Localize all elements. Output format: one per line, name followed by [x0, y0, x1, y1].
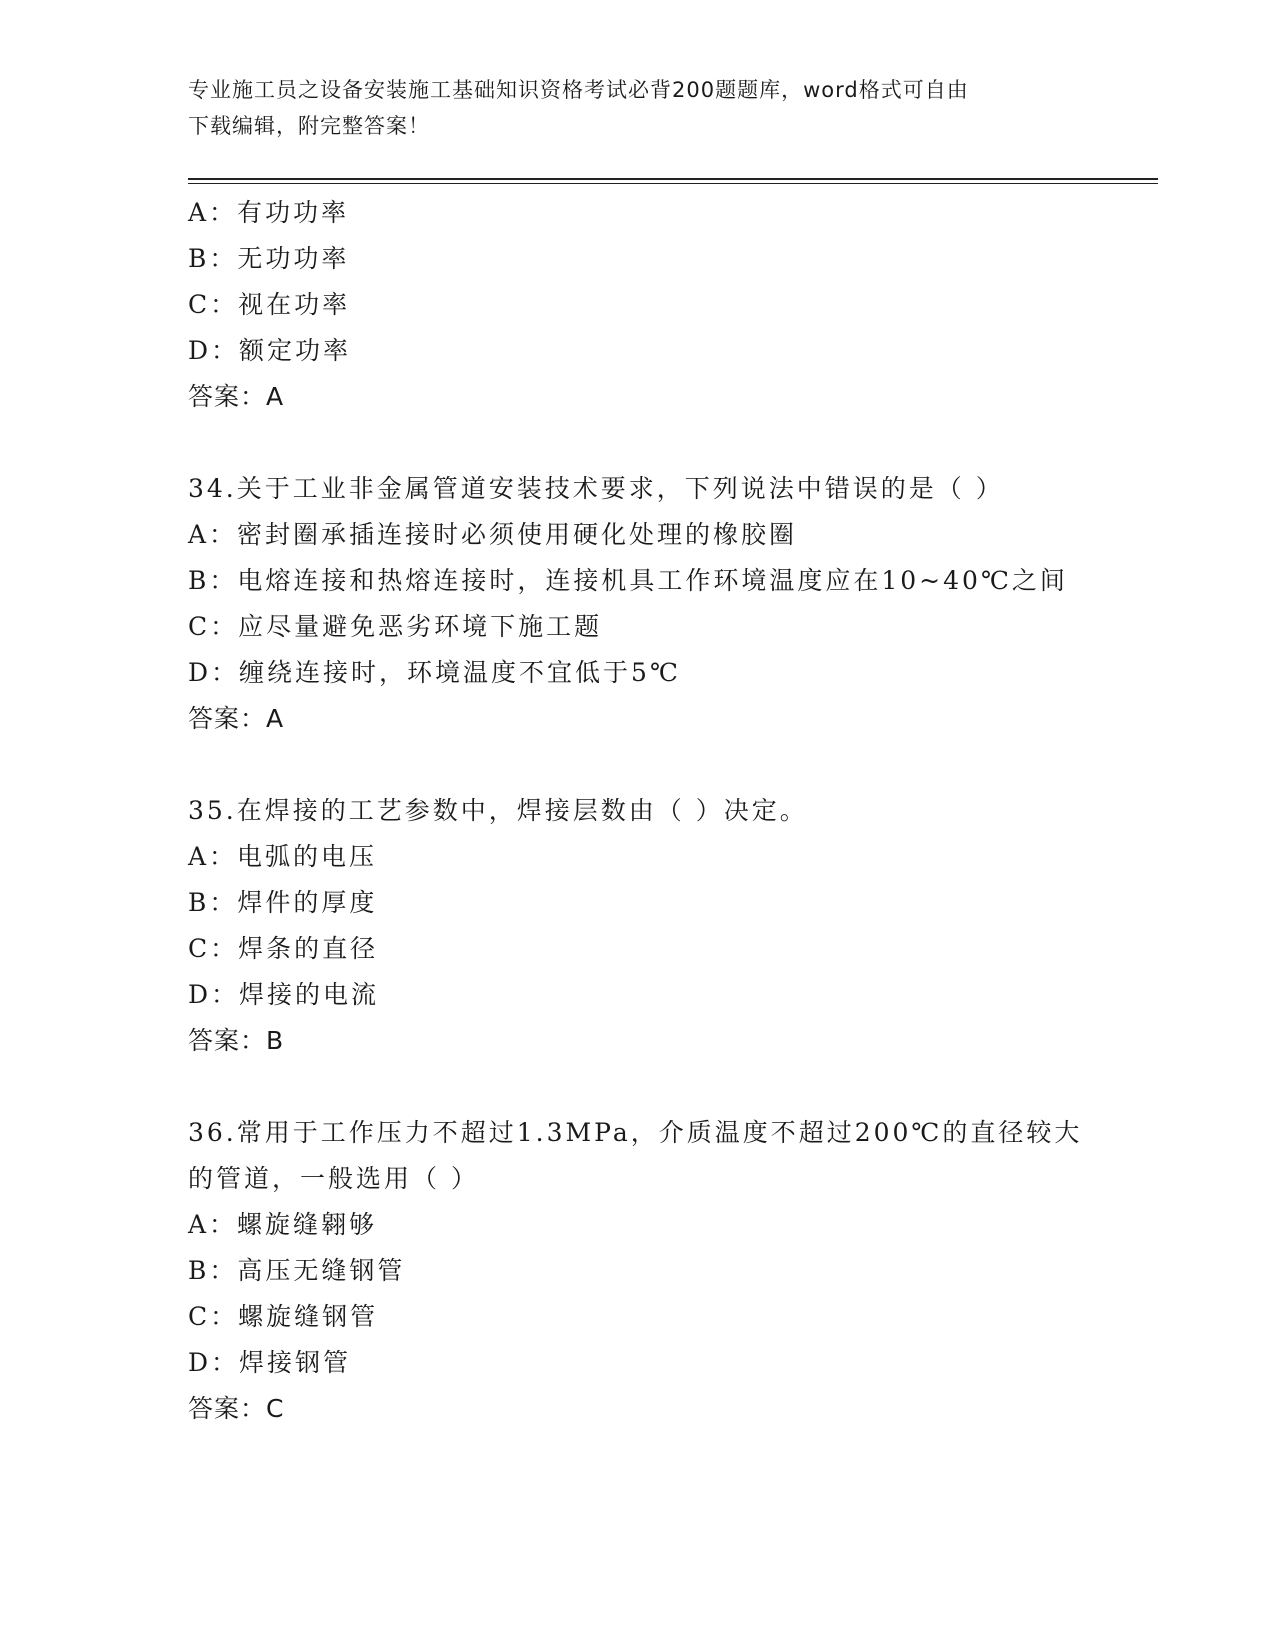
question-text-line-1: 36.常用于工作压力不超过1.3MPa，介质温度不超过200℃的直径较大: [188, 1118, 1083, 1147]
answer: 答案：B: [188, 1026, 285, 1055]
question-34: [188, 466, 1088, 742]
question-text-line-2: 的管道，一般选用（ ）: [188, 1164, 479, 1193]
header-divider-thick: [188, 178, 1158, 180]
question-35: [188, 788, 1088, 1064]
option-d: D：额定功率: [188, 336, 352, 365]
option-b: B：电熔连接和热熔连接时，连接机具工作环境温度应在10~40℃之间: [188, 566, 1068, 595]
header-divider-thin: [188, 183, 1158, 184]
question-list: [188, 190, 1088, 1432]
answer: 答案：A: [188, 382, 285, 411]
option-a: A：电弧的电压: [188, 842, 378, 871]
option-b: B：高压无缝钢管: [188, 1256, 406, 1285]
option-d: D：焊接钢管: [188, 1348, 352, 1377]
question-33: [188, 190, 1088, 420]
header-line-1: 专业施工员之设备安装施工基础知识资格考试必背200题题库，word格式可自由: [188, 78, 969, 102]
option-a: A：螺旋缝翱够: [188, 1210, 378, 1239]
document-header: [188, 72, 1088, 144]
option-c: C：应尽量避免恶劣环境下施工题: [188, 612, 603, 641]
option-c: C：螺旋缝钢管: [188, 1302, 379, 1331]
option-c: C：焊条的直径: [188, 934, 379, 963]
answer: 答案：A: [188, 704, 285, 733]
spacer: [188, 1064, 1088, 1110]
option-d: D：焊接的电流: [188, 980, 380, 1009]
answer: 答案：C: [188, 1394, 285, 1423]
spacer: [188, 742, 1088, 788]
option-c: C：视在功率: [188, 290, 351, 319]
option-b: B：无功功率: [188, 244, 350, 273]
question-text: 35.在焊接的工艺参数中，焊接层数由（ ）决定。: [188, 796, 808, 825]
option-a: A：有功功率: [188, 198, 350, 227]
header-line-2: 下载编辑，附完整答案！: [188, 114, 430, 138]
option-a: A：密封圈承插连接时必须使用硬化处理的橡胶圈: [188, 520, 798, 549]
option-d: D：缠绕连接时，环境温度不宜低于5℃: [188, 658, 681, 687]
question-36: [188, 1110, 1088, 1432]
question-text: 34.关于工业非金属管道安装技术要求，下列说法中错误的是（ ）: [188, 474, 1004, 503]
spacer: [188, 420, 1088, 466]
option-b: B：焊件的厚度: [188, 888, 378, 917]
